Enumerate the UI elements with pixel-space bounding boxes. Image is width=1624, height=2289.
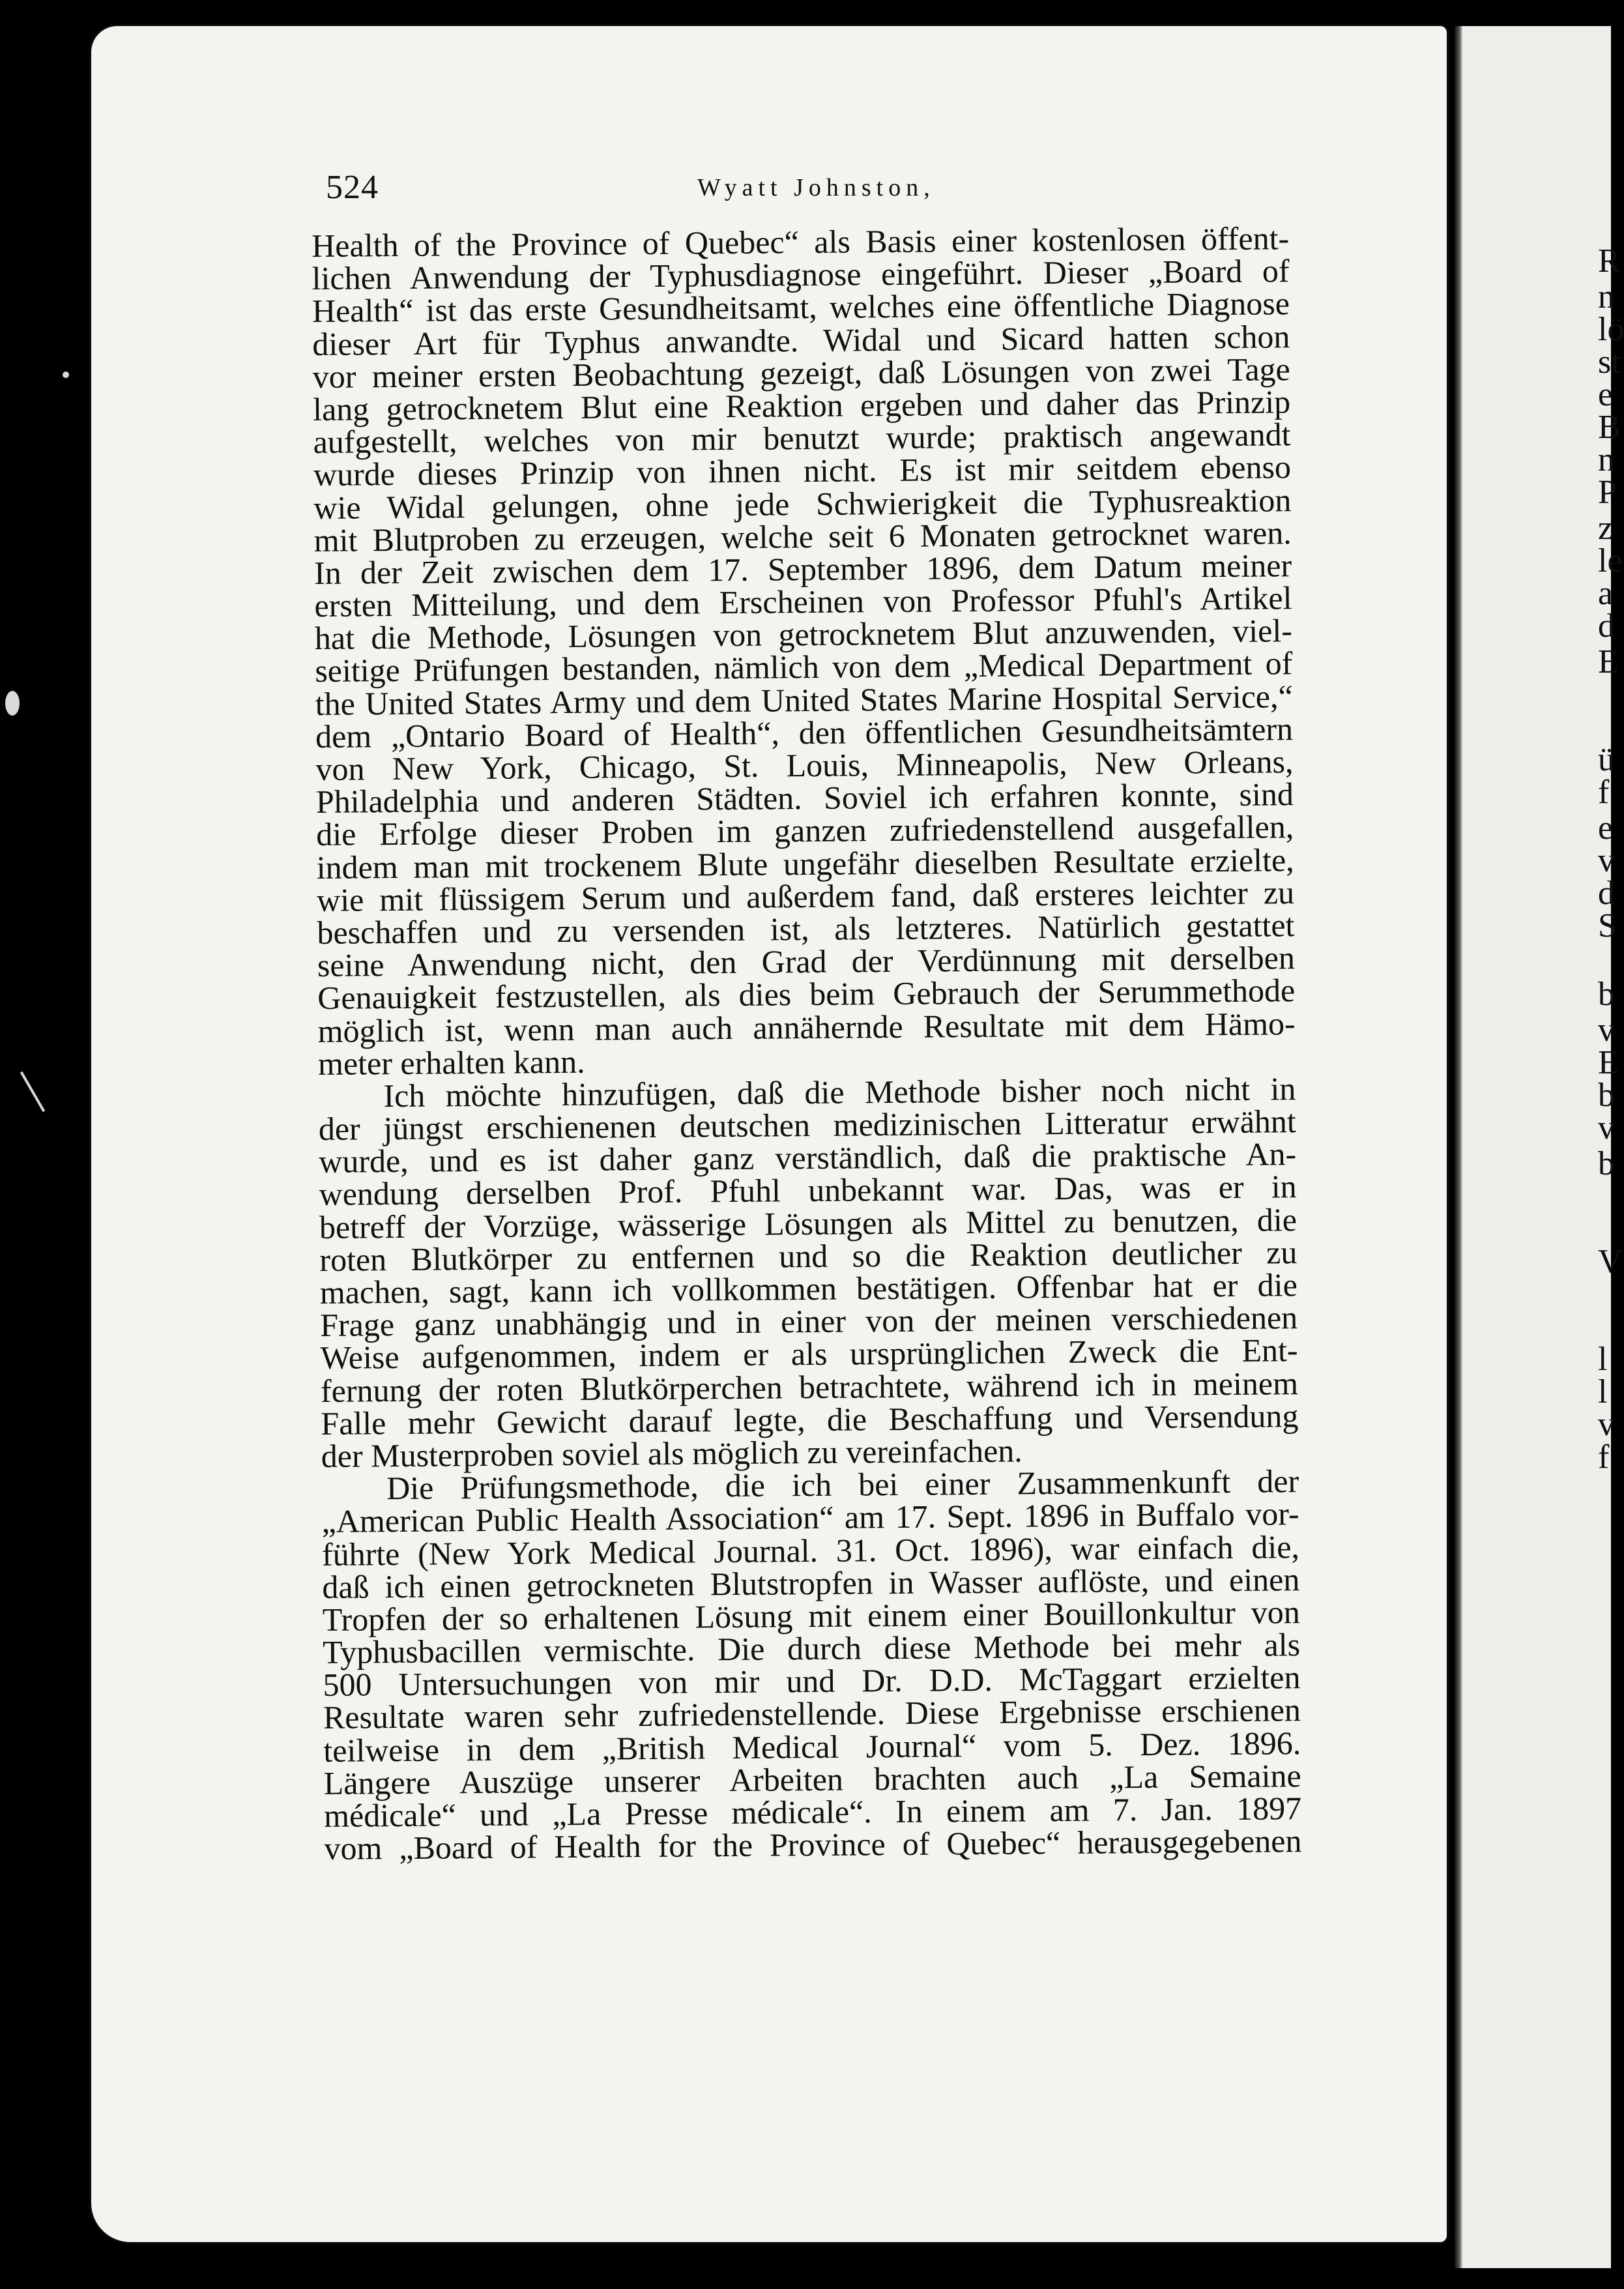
text-line: vom „Board of Health for the Province of Quebec“ herausgegebenen (324, 1822, 1302, 1867)
running-head: Wyatt Johnston, (697, 174, 935, 201)
text-line: Die Prüfungsmethode, die ich bei einer Zusammenkunft der (386, 1463, 1299, 1507)
text-line: wie mit flüssigem Serum und außerdem fand, daß ersteres leichter zu (316, 873, 1295, 918)
text-line: der jüngst erschienenen deutschen medizinischen Litteratur erwähnt (318, 1103, 1297, 1148)
scan-speck (63, 372, 69, 378)
text-line: 500 Untersuchungen von mir und Dr. D.D. McTaggart erzielten (323, 1659, 1301, 1704)
facing-page-letter: B (1598, 409, 1621, 446)
text-line: vor meiner ersten Beobachtung gezeigt, daß Lösungen von zwei Tage (312, 350, 1290, 395)
text-line: Genauigkeit festzustellen, als dies beim Gebrauch der Serummethode (317, 972, 1296, 1017)
facing-page-letter: f (1598, 774, 1610, 811)
scan-speck (5, 691, 20, 716)
facing-page-letter: P (1598, 474, 1617, 511)
text-line: seitige Prüfungen bestanden, nämlich von dem „Medical Department of (315, 645, 1293, 690)
scan-speck (20, 1072, 45, 1113)
text-line: aufgestellt, welches von mir benutzt wurde; praktisch angewandt (313, 416, 1291, 461)
facing-page-letter: S (1598, 907, 1617, 944)
text-line: In der Zeit zwischen dem 17. September 1896, dem Datum meiner (313, 547, 1292, 591)
text-line: Ich möchte hinzufügen, daß die Methode bisher noch nicht in (383, 1070, 1296, 1115)
facing-page-letter: E (1598, 1044, 1619, 1081)
facing-page-letter: a (1598, 575, 1614, 612)
facing-page-letter: z (1598, 510, 1614, 547)
text-line: Health“ ist das erste Gesundheitsamt, welches eine öffentliche Diagnose (312, 285, 1290, 330)
facing-page-letter: d (1598, 607, 1615, 645)
facing-page-letter: v (1598, 1012, 1615, 1049)
facing-page-letter: V (1598, 1243, 1623, 1280)
text-line: lang getrocknetem Blut eine Reaktion ergeben und daher das Prinzip (312, 383, 1291, 428)
text-line: wie Widal gelungen, ohne jede Schwierigkeit die Typhusreaktion (313, 481, 1292, 526)
facing-page-letter: b (1598, 1145, 1615, 1182)
text-line: Resultate waren sehr zufriedenstellende. Diese Ergebnisse erschienen (323, 1691, 1301, 1736)
text-line: seine Anwendung nicht, den Grad der Verdünnung mit derselben (317, 939, 1296, 984)
text-line: the United States Army und dem United States Marine Hospital Service,“ (315, 677, 1293, 722)
text-line: meter erhalten kann. (317, 1043, 585, 1082)
facing-page-letter: d (1598, 875, 1615, 912)
text-line: teilweise in dem „British Medical Journal“ vom 5. Dez. 1896. (323, 1724, 1301, 1769)
facing-page-letter: f (1598, 1438, 1610, 1476)
text-line: führte (New York Medical Journal. 31. Oct. 1896), war einfach die, (321, 1528, 1300, 1573)
text-line: Health of the Province of Quebec“ als Basis einer kostenlosen öffent- (311, 220, 1290, 264)
text-line: Falle mehr Gewicht darauf legte, die Beschaffung und Versendung (321, 1397, 1299, 1442)
text-line: Philadelphia und anderen Städten. Soviel ich erfahren konnte, sind (315, 776, 1294, 821)
body-text (312, 222, 1302, 1865)
facing-page-letter: n (1598, 441, 1615, 478)
text-line: Tropfen der so erhaltenen Lösung mit einem einer Bouillonkultur von (322, 1594, 1300, 1638)
text-line: dem „Ontario Board of Health“, den öffentlichen Gesundheitsämtern (315, 710, 1294, 755)
text-line: médicale“ und „La Presse médicale“. In einem am 7. Jan. 1897 (323, 1790, 1302, 1834)
text-line: hat die Methode, Lösungen von getrocknetem Blut anzuwenden, viel- (314, 612, 1293, 657)
text-line: Typhusbacillen vermischte. Die durch diese Methode bei mehr als (322, 1626, 1301, 1670)
text-line: betreff der Vorzüge, wässerige Lösungen als Mittel zu benutzen, die (319, 1201, 1298, 1246)
facing-page-letter: lö (1598, 311, 1624, 348)
facing-page-letter: n (1598, 278, 1615, 315)
text-line: lichen Anwendung der Typhusdiagnose eingeführt. Dieser „Board of (312, 252, 1290, 297)
facing-page-letter: le (1598, 542, 1623, 579)
facing-page-letter: b (1598, 976, 1615, 1013)
text-line: indem man mit trockenem Blute ungefähr dieselben Resultate erzielte, (316, 841, 1294, 886)
text-line: wendung derselben Prof. Pfuhl unbekannt war. Das, was er in (319, 1168, 1297, 1213)
text-line: dieser Art für Typhus anwandte. Widal und Sicard hatten schon (312, 317, 1290, 362)
facing-page-letter: v (1598, 1406, 1615, 1443)
page-header (326, 168, 1290, 207)
text-line: machen, sagt, kann ich vollkommen bestätigen. Offenbar hat er die (319, 1266, 1298, 1311)
text-line: die Erfolge dieser Proben im ganzen zufriedenstellend ausgefallen, (316, 808, 1294, 853)
text-line: mit Blutproben zu erzeugen, welche seit 6 Monaten getrocknet waren. (313, 514, 1292, 559)
facing-page-letter: l (1598, 1341, 1608, 1378)
text-line: wurde, und es ist daher ganz verständlich, daß die praktische An- (319, 1135, 1297, 1180)
facing-page-letter: ü (1598, 741, 1615, 778)
text-line: Weise aufgenommen, indem er als ursprünglichen Zweck die Ent- (320, 1332, 1298, 1377)
text-line: ersten Mitteilung, und dem Erscheinen von Professor Pfuhl's Artikel (314, 579, 1292, 624)
text-line: beschaffen und zu versenden ist, als letzteres. Natürlich gestattet (317, 907, 1295, 951)
facing-page-letter: v (1598, 1109, 1615, 1146)
text-line: Längere Auszüge unserer Arbeiten brachten auch „La Semaine (323, 1757, 1301, 1801)
text-line: daß ich einen getrockneten Blutstropfen in Wasser auflöste, und einen (322, 1560, 1300, 1605)
page-fold-shadow (1455, 26, 1462, 2268)
facing-page-letter: E (1598, 643, 1619, 680)
facing-page-edge (1455, 26, 1624, 2268)
text-line: fernung der roten Blutkörperchen betrachtete, während ich in meinem (320, 1364, 1299, 1409)
facing-page-letter: st (1598, 343, 1621, 381)
text-line: der Musterproben soviel als möglich zu vereinfachen. (321, 1432, 1022, 1474)
facing-page-letter: e (1598, 376, 1614, 413)
page-number: 524 (326, 169, 379, 206)
text-line: wurde dieses Prinzip von ihnen nicht. Es ist mir seitdem ebenso (313, 448, 1292, 493)
text-line: „American Public Health Association“ am 17. Sept. 1896 in Buffalo vor- (321, 1495, 1299, 1540)
facing-page-letter: v (1598, 842, 1615, 879)
facing-page-letter: e (1598, 809, 1614, 847)
text-line: roten Blutkörper zu entfernen und so die Reaktion deutlicher zu (319, 1233, 1298, 1278)
text-line: von New York, Chicago, St. Louis, Minneapolis, New Orleans, (315, 743, 1294, 787)
facing-page-letter: R (1598, 242, 1621, 280)
text-line: Frage ganz unabhängig und in einer von der meinen verschiedenen (319, 1299, 1298, 1344)
facing-page-letter: b (1598, 1077, 1615, 1114)
facing-page-letter: l (1598, 1373, 1608, 1410)
text-line: möglich ist, wenn man auch annähernde Resultate mit dem Hämo- (317, 1004, 1296, 1049)
